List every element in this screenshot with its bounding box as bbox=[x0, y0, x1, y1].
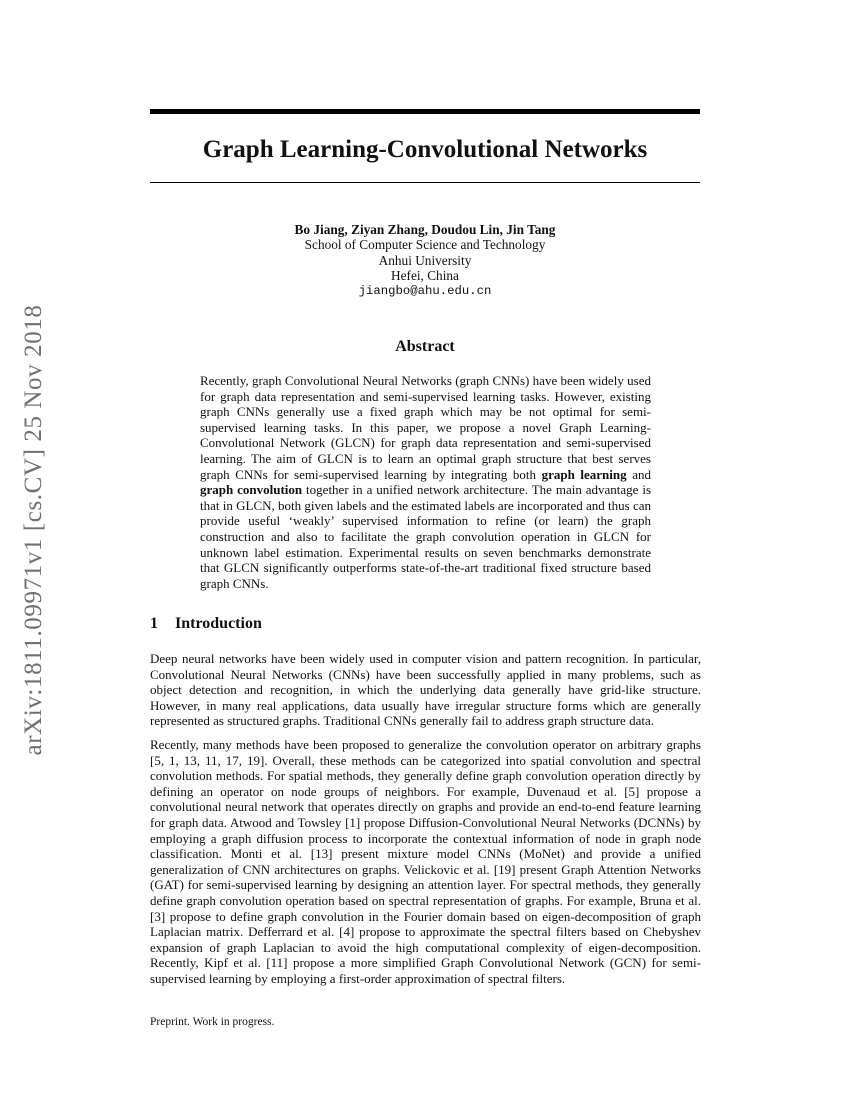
intro-paragraph-1: Deep neural networks have been widely used in computer vision and pattern recognition. In particular, Convolutional Neural Networks (CNNs) have been successfully applied in many problems, such as object detection and recognition, in which the underlying data generally have grid-like structure. However, in many real applications, data usually have irregular structure forms which are generally represented as structured graphs. Traditional CNNs generally fail to address graph structure data. bbox=[150, 651, 701, 729]
paper-title: Graph Learning-Convolutional Networks bbox=[202, 136, 648, 163]
abstract-text-part: together in a unified network architecture. The main advantage is that in GLCN, both given labels and the estimated labels are incorporated and thus can provide useful ‘weakly’ supervised information to refine (or learn) the graph construction and also to facilitate the graph convolution operation in GLCN for unknown label estimation. Experimental results on seven benchmarks demonstrate that GLCN significantly outperforms state-of-the-art traditional fixed structure based graph CNNs. bbox=[200, 482, 651, 591]
abstract-text bbox=[200, 373, 651, 591]
author-email: jiangbo@ahu.edu.cn bbox=[358, 283, 492, 298]
abstract-bold-term: graph convolution bbox=[200, 482, 303, 498]
section-number: 1 bbox=[150, 615, 158, 632]
author-block bbox=[150, 222, 700, 299]
preprint-footnote: Preprint. Work in progress. bbox=[150, 1016, 275, 1028]
title-bottom-rule bbox=[150, 182, 700, 183]
affiliation-line: School of Computer Science and Technology bbox=[304, 237, 546, 253]
affiliation-line: Anhui University bbox=[378, 252, 472, 268]
intro-paragraph-2: Recently, many methods have been proposed to generalize the convolution operator on arbitrary graphs [5, 1, 13, 11, 17, 19]. Overall, these methods can be categorized into spatial convolution and spectral convolution methods. For spatial methods, they generally define graph convolution operation directly by defining an operator on node groups of neighbors. For example, Duvenaud et al. [5] propose a convolutional neural network that operates directly on graphs and provide an end-to-end feature learning for graph data. Atwood and Towsley [1] propose Diffusion-Convolutional Neural Networks (DCNNs) by employing a graph diffusion process to incorporate the contextual information of node in graph node classification. Monti et al. [13] present mixture model CNNs (MoNet) and provide a unified generalization of CNN architectures on graphs. Velickovic et al. [19] present Graph Attention Networks (GAT) for semi-supervised learning by designing an attention layer. For spectral methods, they generally define graph convolution operation based on spectral representation of graphs. For example, Bruna et al. [3] propose to define graph convolution in the Fourier domain based on eigen-decomposition of graph Laplacian matrix. Defferrard et al. [4] propose to approximate the spectral filters based on Chebyshev expansion of graph Laplacian to avoid the high computational complexity of eigen-decomposition. Recently, Kipf et al. [11] propose a more simplified Graph Convolutional Network (GCN) for semi-supervised learning by employing a first-order approximation of spectral filters. bbox=[150, 737, 701, 986]
section-heading-introduction bbox=[150, 615, 262, 633]
abstract-text-part: and bbox=[626, 466, 651, 482]
affiliation-line: Hefei, China bbox=[391, 268, 459, 284]
title-top-rule bbox=[150, 109, 700, 114]
arxiv-stamp-text: arXiv:1811.09971v1 [cs.CV] 25 Nov 2018 bbox=[20, 304, 47, 756]
arxiv-stamp bbox=[9, 290, 59, 770]
section-title: Introduction bbox=[175, 615, 262, 632]
abstract-heading: Abstract bbox=[395, 338, 455, 355]
author-names: Bo Jiang, Ziyan Zhang, Doudou Lin, Jin Tang bbox=[294, 222, 556, 237]
abstract-bold-term: graph learning bbox=[541, 466, 627, 482]
abstract-text-part: Recently, graph Convolutional Neural Networks (graph CNNs) have been widely used for graph data representation and semi-supervised learning tasks. However, existing graph CNNs generally use a fixed graph which may be not optimal for semi-supervised learning tasks. In this paper, we propose a novel Graph Learning-Convolutional Network (GLCN) for graph data representation and semi-supervised learning. The aim of GLCN is to learn an optimal graph structure that best serves graph CNNs for semi-supervised learning by integrating both bbox=[200, 373, 651, 482]
